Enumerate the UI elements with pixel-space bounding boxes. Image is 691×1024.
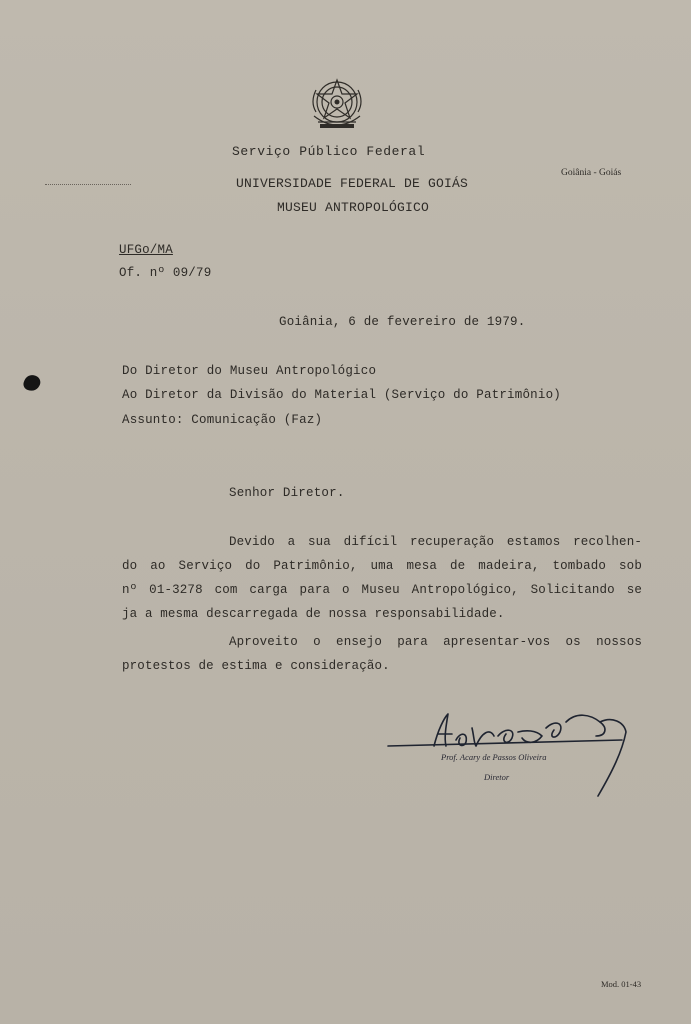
date-line: Goiânia, 6 de fevereiro de 1979. [279, 315, 526, 329]
signatory-title: Diretor [484, 772, 510, 782]
body-paragraph-2 [122, 630, 642, 678]
dotted-line [45, 184, 131, 185]
reference-number: Of. nº 09/79 [119, 266, 212, 280]
ink-blot [22, 373, 43, 394]
service-title: Serviço Público Federal [232, 144, 426, 159]
handwritten-signature [386, 692, 636, 802]
body-line: Aproveito o ensejo para apresentar-vos os nossos [229, 635, 642, 649]
signatory-name: Prof. Acary de Passos Oliveira [441, 752, 547, 762]
body-line: Devido a sua difícil recuperação estamos recolhen- [229, 535, 642, 549]
body-line: do ao Serviço do Patrimônio, uma mesa de madeira, tombado sob [122, 559, 642, 573]
location-label: Goiânia - Goiás [561, 168, 622, 178]
reference-code: UFGo/MA [119, 243, 173, 257]
subject-line: Assunto: Comunicação (Faz) [122, 413, 323, 427]
coat-of-arms-seal [306, 72, 368, 138]
form-code: Mod. 01-43 [601, 979, 642, 989]
salutation: Senhor Diretor. [229, 486, 345, 500]
from-line: Do Diretor do Museu Antropológico [122, 364, 377, 378]
museum-name: MUSEU ANTROPOLÓGICO [277, 200, 430, 215]
university-name: UNIVERSIDADE FEDERAL DE GOIÁS [236, 176, 469, 191]
body-line: nº 01-3278 com carga para o Museu Antropológico, Solicitando se [122, 583, 642, 597]
body-line: ja a mesma descarregada de nossa responsabilidade. [122, 607, 505, 621]
body-paragraph-1 [122, 530, 642, 626]
body-line: protestos de estima e consideração. [122, 659, 390, 673]
to-line: Ao Diretor da Divisão do Material (Serviço do Patrimônio) [122, 388, 561, 402]
